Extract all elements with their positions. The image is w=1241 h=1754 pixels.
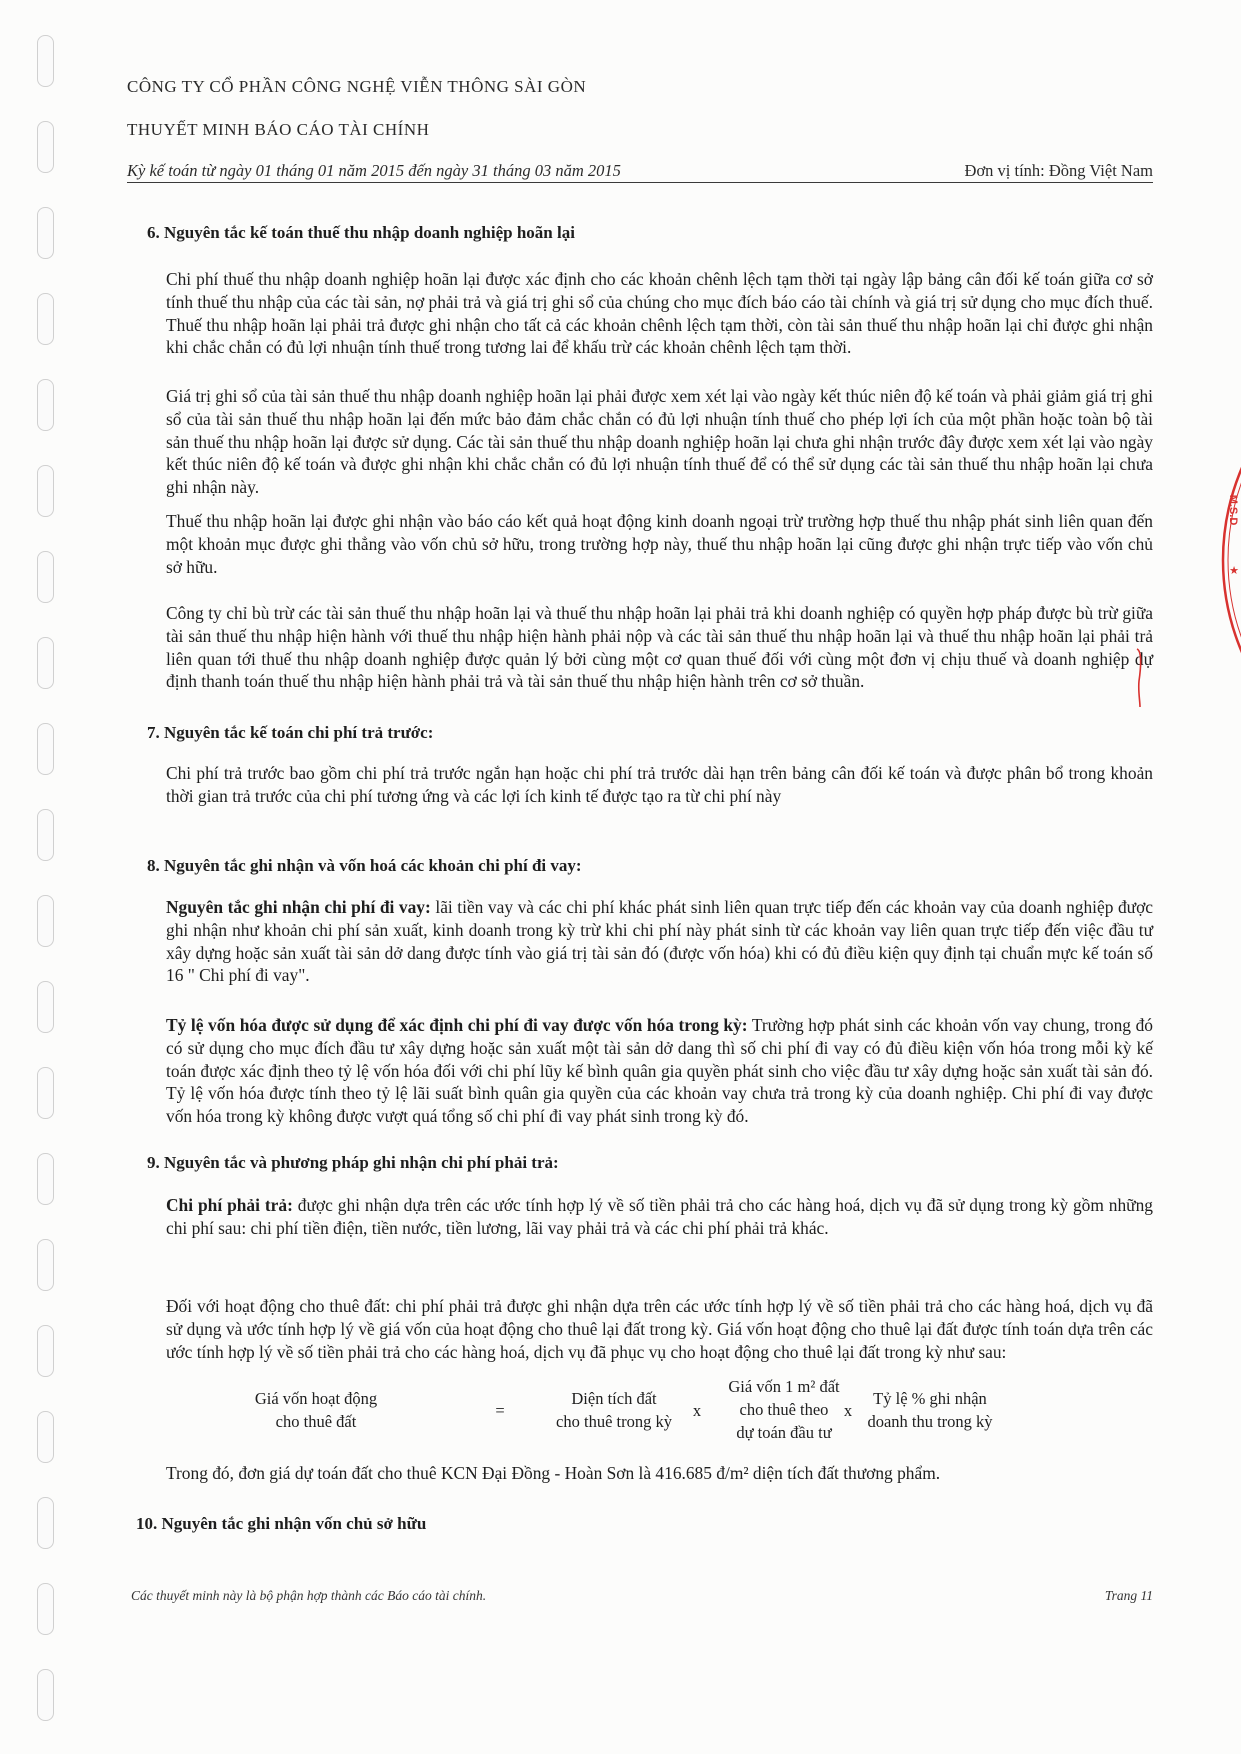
paragraph: Chi phí trả trước bao gồm chi phí trả trước ngắn hạn hoặc chi phí trả trước dài hạn trên bảng cân đối kế toán và được phân bổ trong khoản thời gian trả trước của chi phí tương ứng và các lợi ích kinh tế được tạo ra từ chi phí này xyxy=(166,763,1153,806)
binding-hole xyxy=(37,465,54,517)
paragraph-lead: Nguyên tắc ghi nhận chi phí đi vay: xyxy=(166,897,431,917)
formula-line: cho thuê trong kỳ xyxy=(556,1412,672,1431)
currency-unit: Đơn vị tính: Đồng Việt Nam xyxy=(964,161,1153,180)
formula-term-area xyxy=(534,1387,694,1433)
formula-line: cho thuê đất xyxy=(275,1412,357,1431)
formula-line: Giá vốn 1 m² đất xyxy=(728,1377,840,1396)
paragraph: Chi phí thuế thu nhập doanh nghiệp hoãn lại được xác định cho các khoản chênh lệch tạm thời tại ngày lập bảng cân đối kế toán giữa cơ sở tính thuế thu nhập của các tài sản, nợ phải trả và giá trị ghi sổ của chúng cho mục đích báo cáo tài chính và giá trị sử dụng cho mục đích thuế. Thuế thu nhập hoãn lại phải trả được ghi nhận cho tất cả các khoản chênh lệch tạm thời, còn tài sản thuế thu nhập hoãn lại chỉ được ghi nhận khi chắc chắn có đủ lợi nhuận tính thuế trong tương lai để khấu trừ các khoản chênh lệch tạm thời. xyxy=(166,269,1153,358)
binding-hole xyxy=(37,637,54,689)
formula-line: Diện tích đất xyxy=(571,1389,657,1408)
company-seal xyxy=(1200,440,1241,680)
section-title: 6. Nguyên tắc kế toán thuế thu nhập doanh nghiệp hoãn lại xyxy=(147,223,575,242)
seal-text: M.S.D xyxy=(1227,494,1239,526)
section-title: 7. Nguyên tắc kế toán chi phí trả trước: xyxy=(147,723,434,742)
formula-note: Trong đó, đơn giá dự toán đất cho thuê KCN Đại Đồng - Hoàn Sơn là 416.685 đ/m² diện tích đất thương phẩm. xyxy=(166,1463,941,1483)
paragraph: Đối với hoạt động cho thuê đất: chi phí phải trả được ghi nhận dựa trên các ước tính hợp lý về số tiền phải trả cho các hàng hoá, dịch vụ đã sử dụng và ước tính hợp lý về giá vốn của hoạt động cho thuê lại đất trong kỳ. Giá vốn hoạt động cho thuê lại đất được tính toán dựa trên các ước tính hợp lý về số tiền phải trả cho các hàng hoá, dịch vụ đã phục vụ cho hoạt động cho thuê lại đất trong kỳ như sau: xyxy=(166,1296,1153,1362)
section-title: 9. Nguyên tắc và phương pháp ghi nhận chi phí phải trả: xyxy=(147,1153,559,1172)
formula-equals-sign: = xyxy=(495,1401,505,1420)
seal-star-icon: ★ xyxy=(1229,564,1239,577)
paragraph: Công ty chỉ bù trừ các tài sản thuế thu nhập hoãn lại và thuế thu nhập hoãn lại phải trả khi doanh nghiệp có quyền hợp pháp được bù trừ giữa tài sản thuế thu nhập hiện hành với thuế thu nhập hiện hành phải nộp và các tài sản thuế thu nhập hoãn lại và thuế thu nhập hoãn lại phải trả liên quan tới thuế thu nhập doanh nghiệp được quản lý bởi cùng một cơ quan thuế đối với cùng một đơn vị chịu thuế và doanh nghiệp dự định thanh toán thuế thu nhập hiện hành phải trả và tài sản thuế thu nhập hiện hành trên cơ sở thuần. xyxy=(166,603,1153,692)
binding-hole xyxy=(37,1239,54,1291)
formula-term-unit-cost xyxy=(719,1375,849,1444)
paragraph-lead: Tỷ lệ vốn hóa được sử dụng để xác định chi phí đi vay được vốn hóa trong kỳ: xyxy=(166,1015,748,1035)
binding-hole xyxy=(37,293,54,345)
paragraph xyxy=(166,1194,1153,1240)
paragraph-text: được ghi nhận dựa trên các ước tính hợp lý về số tiền phải trả cho các hàng hoá, dịch vụ đã sử dụng trong kỳ gồm những chi phí sau: chi phí tiền điện, tiền nước, tiền lương, lãi vay phải trả và các chi phí phải trả khác. xyxy=(166,1195,1153,1238)
paragraph: Giá trị ghi sổ của tài sản thuế thu nhập doanh nghiệp hoãn lại phải được xem xét lại vào ngày kết thúc niên độ kế toán và phải giảm giá trị ghi sổ của tài sản thuế thu nhập hoãn lại đến mức bảo đảm chắc chắn có đủ lợi nhuận tính thuế cho phép lợi ích của một phần hoặc toàn bộ tài sản thuế thu nhập hoãn lại được sử dụng. Các tài sản thuế thu nhập doanh nghiệp hoãn lại chưa ghi nhận trước đây được xem xét lại vào ngày kết thúc niên độ kế toán và được ghi nhận khi chắc chắn có đủ lợi nhuận tính thuế để có thể sử dụng các tài sản thuế thu nhập hoãn lại chưa ghi nhận này. xyxy=(166,386,1153,498)
paragraph-text: lãi tiền vay và các chi phí khác phát sinh liên quan trực tiếp đến các khoản vay của doanh nghiệp được ghi nhận như khoản chi phí sản xuất, kinh doanh trong kỳ trừ khi chi phí này phát sinh từ các khoản vay liên quan trực tiếp đến việc đầu tư xây dựng hoặc sản xuất tài sản dở dang được tính vào giá trị tài sản đó (được vốn hóa) khi có đủ điều kiện quy định tại chuẩn mực kế toán số 16 " Chi phí đi vay". xyxy=(166,897,1153,986)
binding-hole xyxy=(37,981,54,1033)
page-number: Trang 11 xyxy=(1104,1588,1153,1603)
binding-hole xyxy=(37,379,54,431)
binding-hole xyxy=(37,1067,54,1119)
formula-line: Giá vốn hoạt động xyxy=(254,1389,378,1408)
formula-multiply-sign: x xyxy=(843,1401,853,1420)
formula-line: Tỷ lệ % ghi nhận xyxy=(873,1389,987,1408)
report-title: THUYẾT MINH BÁO CÁO TÀI CHÍNH xyxy=(127,120,430,139)
formula-result xyxy=(206,1387,426,1433)
binding-hole xyxy=(37,1583,54,1635)
binding-hole xyxy=(37,1325,54,1377)
paragraph: Thuế thu nhập hoãn lại được ghi nhận vào báo cáo kết quả hoạt động kinh doanh ngoại trừ trường hợp thuế thu nhập phát sinh liên quan đến một khoản mục được ghi thẳng vào vốn chủ sở hữu, trong trường hợp này, thuế thu nhập hoãn lại cũng được ghi nhận trực tiếp vào vốn chủ sở hữu. xyxy=(166,511,1153,577)
formula-multiply-sign: x xyxy=(692,1401,702,1420)
reporting-period: Kỳ kế toán từ ngày 01 tháng 01 năm 2015 đến ngày 31 tháng 03 năm 2015 xyxy=(127,161,621,180)
formula-term-revenue-ratio xyxy=(850,1387,1010,1433)
binding-hole xyxy=(37,723,54,775)
company-name: CÔNG TY CỔ PHẦN CÔNG NGHỆ VIỄN THÔNG SÀI GÒN xyxy=(127,77,587,96)
binding-hole xyxy=(37,1669,54,1721)
binding-hole xyxy=(37,1497,54,1549)
red-pen-mark xyxy=(1130,645,1150,711)
formula-line: dự toán đầu tư xyxy=(736,1423,832,1442)
paragraph-text: Trường hợp phát sinh các khoản vốn vay chung, trong đó có sử dụng cho mục đích đầu tư xây dựng hoặc sản xuất một tài sản dở dang thì số chi phí đi vay có đủ điều kiện vốn hóa trong mỗi kỳ kế toán được xác định theo tỷ lệ vốn hóa đối với chi phí lũy kế bình quân gia quyền phát sinh cho việc đầu tư xây dựng hoặc sản xuất tài sản đó. Tỷ lệ vốn hóa được tính theo tỷ lệ lãi suất bình quân gia quyền của các khoản vay chưa trả trong kỳ của doanh nghiệp. Chi phí đi vay được vốn hóa trong kỳ không được vượt quá tổng số chi phí đi vay phát sinh trong kỳ đó. xyxy=(166,1015,1153,1127)
paragraph xyxy=(166,1014,1153,1128)
binding-hole xyxy=(37,809,54,861)
binding-hole xyxy=(37,551,54,603)
section-title: 8. Nguyên tắc ghi nhận và vốn hoá các khoản chi phí đi vay: xyxy=(147,856,582,875)
paragraph xyxy=(166,896,1153,987)
binding-hole xyxy=(37,35,54,87)
binding-hole xyxy=(37,1411,54,1463)
binding-hole xyxy=(37,1153,54,1205)
header-divider xyxy=(127,182,1153,183)
binding-hole xyxy=(37,121,54,173)
binding-hole xyxy=(37,895,54,947)
binding-hole xyxy=(37,207,54,259)
formula-line: cho thuê theo xyxy=(739,1400,829,1419)
formula-line: doanh thu trong kỳ xyxy=(867,1412,993,1431)
section-title: 10. Nguyên tắc ghi nhận vốn chủ sở hữu xyxy=(136,1514,427,1533)
footer-note: Các thuyết minh này là bộ phận hợp thành các Báo cáo tài chính. xyxy=(131,1588,487,1603)
paragraph-lead: Chi phí phải trả: xyxy=(166,1195,293,1215)
